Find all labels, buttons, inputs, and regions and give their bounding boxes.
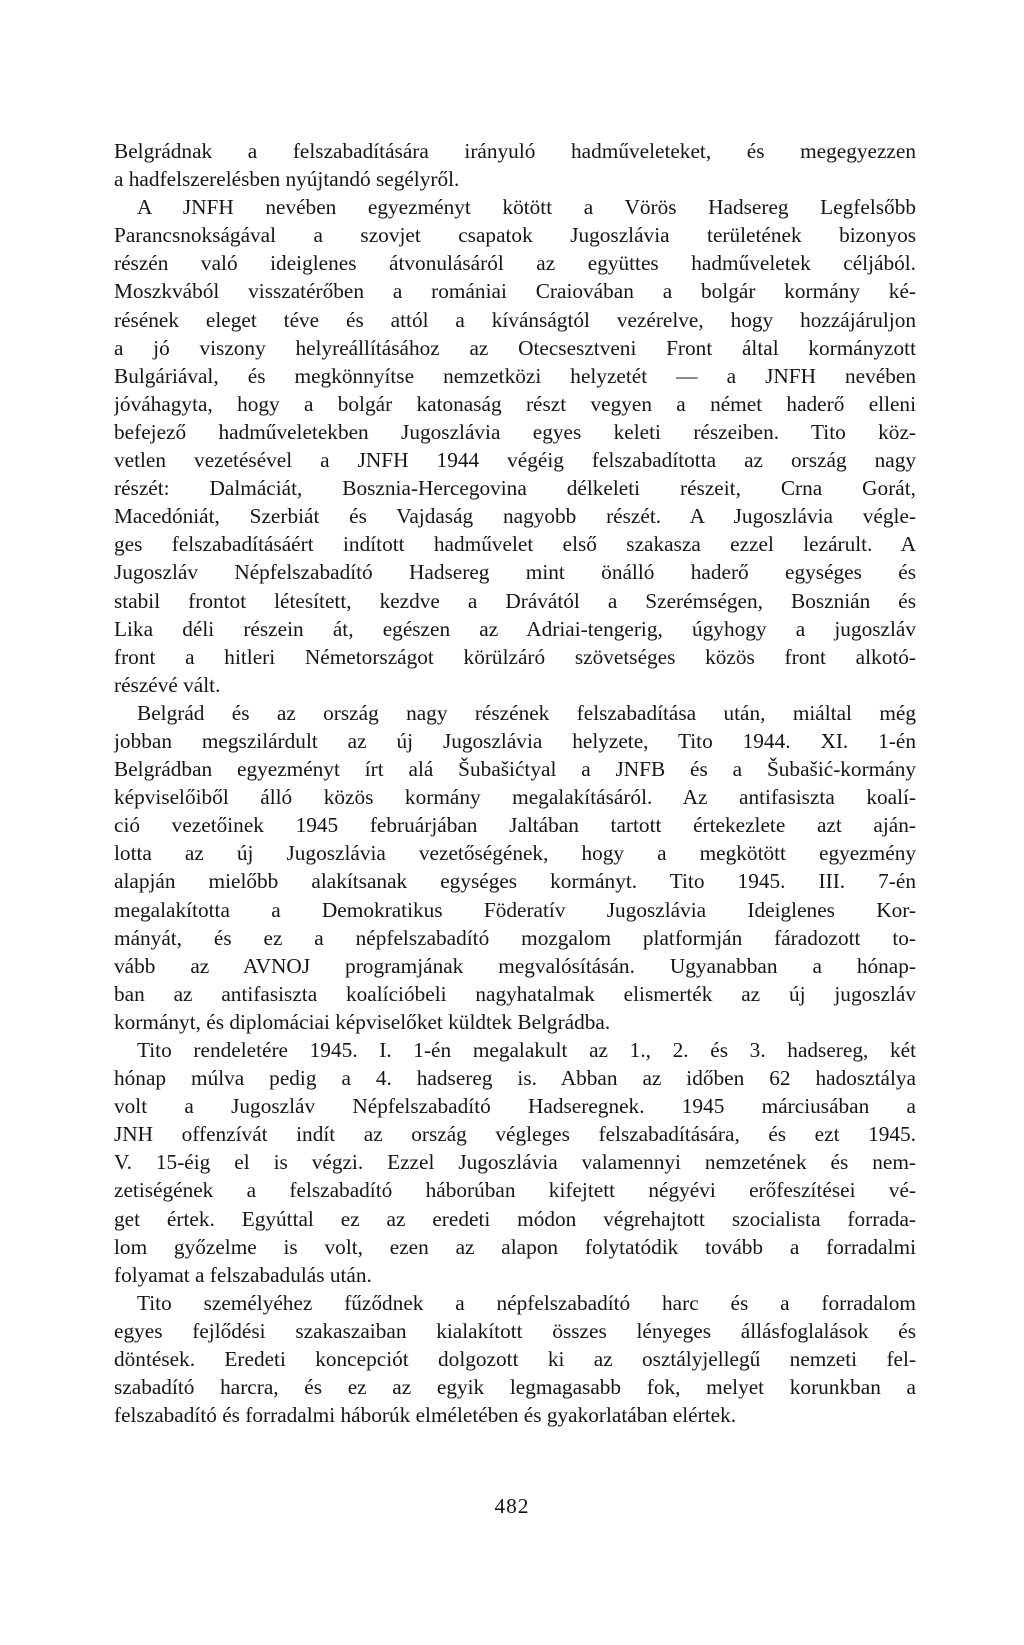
- text-line: részét: Dalmáciát, Bosznia-Hercegovina délkeleti részeit, Crna Gorát,: [114, 476, 916, 501]
- text-line: ges felszabadításáért indított hadművelet első szakasza ezzel lezárult. A: [114, 532, 916, 557]
- text-line: Jugoszláv Népfelszabadító Hadsereg mint önálló haderő egységes és: [114, 560, 916, 585]
- text-line: alapján mielőbb alakítsanak egységes kormányt. Tito 1945. III. 7-én: [114, 869, 916, 894]
- text-line: részévé vált.: [114, 672, 221, 697]
- paragraph-start-line: Tito rendeletére 1945. I. 1-én megalakult az 1., 2. és 3. hadsereg, két: [137, 1038, 916, 1062]
- text-line: lom győzelme is volt, ezen az alapon folytatódik tovább a forradalmi: [114, 1234, 916, 1259]
- text-line: megalakította a Demokratikus Föderatív Jugoszlávia Ideiglenes Kor-: [114, 897, 916, 922]
- text-line: szabadító harcra, és ez az egyik legmagasabb fok, melyet korunkban a: [114, 1375, 916, 1400]
- text-line: Macedóniát, Szerbiát és Vajdaság nagyobb részét. A Jugoszlávia végle-: [114, 504, 916, 529]
- text-line: képviselőiből álló közös kormány megalakításáról. Az antifasiszta koalí-: [114, 785, 916, 810]
- text-line: lotta az új Jugoszlávia vezetőségének, hogy a megkötött egyezmény: [114, 841, 916, 866]
- text-line: felszabadító és forradalmi háborúk elméletében és gyakorlatában elértek.: [114, 1403, 737, 1428]
- text-line: front a hitleri Németországot körülzáró szövetséges közös front alkotó-: [114, 644, 916, 669]
- text-line: vetlen vezetésével a JNFH 1944 végéig felszabadította az ország nagy: [114, 448, 916, 473]
- text-line: Belgrádban egyezményt írt alá Šubašićtyal a JNFB és a Šubašić-kormány: [114, 757, 916, 782]
- text-line: volt a Jugoszláv Népfelszabadító Hadseregnek. 1945 márciusában a: [114, 1094, 916, 1119]
- text-line: befejező hadműveletekben Jugoszlávia egyes keleti részeiben. Tito köz-: [114, 419, 916, 444]
- body-text: [114, 137, 916, 1429]
- text-line: V. 15-éig el is végzi. Ezzel Jugoszlávia valamennyi nemzetének és nem-: [114, 1150, 916, 1175]
- text-line: folyamat a felszabadulás után.: [114, 1262, 372, 1287]
- text-line: zetiségének a felszabadító háborúban kifejtett négyévi erőfeszítései vé-: [114, 1178, 916, 1203]
- text-line: mányát, és ez a népfelszabadító mozgalom platformján fáradozott to-: [114, 925, 916, 950]
- text-line: get értek. Egyúttal ez az eredeti módon végrehajtott szocialista forrada-: [114, 1206, 916, 1231]
- text-line: kormányt, és diplomáciai képviselőket küldtek Belgrádba.: [114, 1009, 611, 1034]
- text-line: Moszkvából visszatérőben a romániai Craiovában a bolgár kormány ké-: [114, 279, 916, 304]
- paragraph-start-line: Tito személyéhez fűződnek a népfelszabadító harc és a forradalom: [137, 1290, 916, 1315]
- text-line: JNH offenzívát indít az ország végleges felszabadítására, és ezt 1945.: [114, 1122, 916, 1147]
- text-line: résének eleget téve és attól a kívánságtól vezérelve, hogy hozzájáruljon: [114, 307, 916, 332]
- page-number: 482: [494, 1494, 530, 1518]
- text-line: Bulgáriával, és megkönnyítse nemzetközi helyzetét — a JNFH nevében: [114, 363, 916, 388]
- text-line: jobban megszilárdult az új Jugoszlávia helyzete, Tito 1944. XI. 1-én: [114, 728, 916, 753]
- text-line: ban az antifasiszta koalícióbeli nagyhatalmak elismerték az új jugoszláv: [114, 981, 916, 1006]
- text-line: Lika déli részein át, egészen az Adriai-tengerig, úgyhogy a jugoszláv: [114, 616, 916, 641]
- text-line: hónap múlva pedig a 4. hadsereg is. Abban az időben 62 hadosztálya: [114, 1066, 916, 1091]
- text-line: Belgrádnak a felszabadítására irányuló hadműveleteket, és megegyezzen: [114, 139, 916, 163]
- text-line: a hadfelszerelésben nyújtandó segélyről.: [114, 167, 460, 192]
- text-line: döntések. Eredeti koncepciót dolgozott ki az osztályjellegű nemzeti fel-: [114, 1347, 916, 1372]
- text-line: egyes fejlődési szakaszaiban kialakított összes lényeges állásfoglalások és: [114, 1318, 916, 1343]
- text-line: jóváhagyta, hogy a bolgár katonaság részt vegyen a német haderő elleni: [114, 391, 916, 416]
- text-line: vább az AVNOJ programjának megvalósításán. Ugyanabban a hónap-: [114, 953, 916, 978]
- paragraph-start-line: A JNFH nevében egyezményt kötött a Vörös Hadsereg Legfelsőbb: [137, 195, 916, 220]
- text-line: Parancsnokságával a szovjet csapatok Jugoszlávia területének bizonyos: [114, 223, 916, 248]
- text-line: ció vezetőinek 1945 februárjában Jaltában tartott értekezlete azt aján-: [114, 813, 916, 838]
- paragraph-start-line: Belgrád és az ország nagy részének felszabadítása után, miáltal még: [137, 700, 916, 725]
- text-line: részén való ideiglenes átvonulásáról az együttes hadműveletek céljából.: [114, 251, 916, 276]
- text-line: stabil frontot létesített, kezdve a Drávától a Szerémségen, Bosznián és: [114, 588, 916, 613]
- text-line: a jó viszony helyreállításához az Otecsesztveni Front által kormányzott: [114, 335, 916, 360]
